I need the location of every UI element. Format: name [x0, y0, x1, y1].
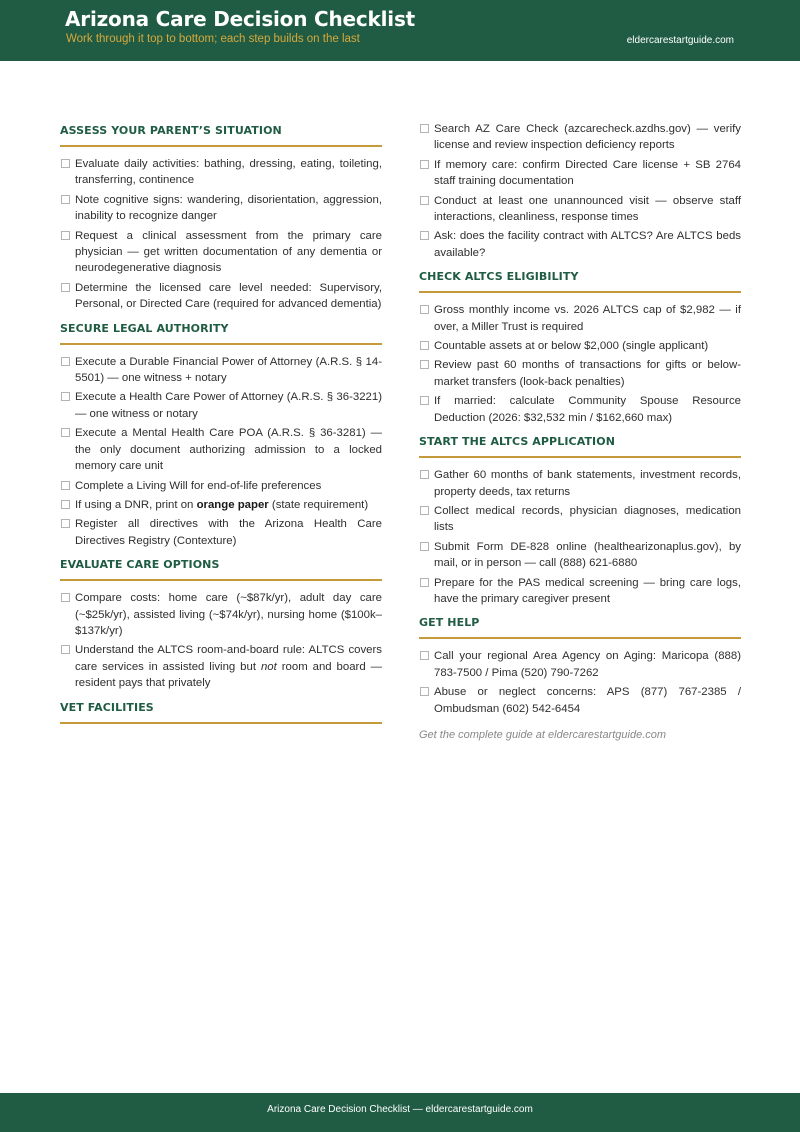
checklist-item — [419, 121, 741, 154]
section-title: ASSESS YOUR PARENT’S SITUATION — [60, 124, 382, 147]
checklist-item — [60, 389, 382, 422]
checkbox[interactable] — [420, 231, 429, 240]
item-text: Determine the licensed care level needed: Supervisory, Personal, or Directed Care (required for advanced dementia) — [75, 281, 382, 311]
section-vet — [60, 701, 382, 724]
checkbox[interactable] — [61, 500, 70, 509]
item-text: Abuse or neglect concerns: APS (877) 767-2385 / Ombudsman (602) 542-6454 — [434, 686, 741, 715]
section-title: EVALUATE CARE OPTIONS — [60, 558, 382, 581]
item-text-rule-before: Understand the ALTCS room-and-board rule: ALTCS covers care services in assisted living but — [75, 644, 382, 673]
checkbox[interactable] — [61, 593, 70, 602]
section-title: SECURE LEGAL AUTHORITY — [60, 322, 382, 345]
item-text: Execute a Mental Health Care POA (A.R.S. § 36-3281) — the only document authorizing admission to a locked memory care unit — [75, 427, 382, 473]
section-title: START THE ALTCS APPLICATION — [419, 435, 741, 458]
checklist — [60, 590, 382, 691]
checkbox[interactable] — [420, 160, 429, 169]
section-evaluate — [60, 558, 382, 691]
item-text: If memory care: confirm Directed Care license + SB 2764 staff training documentation — [434, 158, 741, 188]
item-text: Collect medical records, physician diagnoses, medication lists — [434, 504, 741, 534]
checklist-item — [419, 684, 741, 717]
checklist-item — [419, 228, 741, 261]
item-text: Submit Form DE-828 online (healthearizonaplus.gov), by mail, or in person — call (888) 621-6880 — [434, 540, 741, 570]
item-text-dnr-after: (state requirement) — [268, 498, 369, 511]
item-text: Gross monthly income vs. 2026 ALTCS cap of $2,982 — if over, a Miller Trust is required — [434, 304, 741, 333]
item-text-dnr-highlight: orange paper — [196, 498, 269, 511]
item-text-rule-after: room and board — resident pays that privately — [75, 660, 382, 690]
section-legal — [60, 322, 382, 549]
checkbox[interactable] — [61, 231, 70, 240]
page-header — [0, 0, 800, 61]
item-text: Complete a Living Will for end-of-life preferences — [75, 479, 322, 492]
checkbox[interactable] — [420, 305, 429, 314]
checklist-item — [60, 192, 382, 225]
checklist-item — [60, 280, 382, 313]
checklist-item — [419, 539, 741, 572]
item-text: Register all directives with the Arizona Health Care Directives Registry (Contexture) — [75, 518, 382, 547]
item-text: Call your regional Area Agency on Aging: Maricopa (888) 783-7500 / Pima (520) 790-7262 — [434, 650, 741, 679]
left-column — [60, 118, 382, 733]
item-text: Compare costs: home care (~$87k/yr), adult day care (~$25k/yr), assisted living (~$74k/yr), nursing home ($100k–$137k/yr) — [75, 592, 382, 637]
checklist — [419, 467, 741, 607]
checkbox[interactable] — [420, 470, 429, 479]
checkbox[interactable] — [420, 396, 429, 405]
section-assess — [60, 124, 382, 313]
item-text: Conduct at least one unannounced visit — observe staff interactions, cleanliness, response times — [434, 194, 741, 224]
checkbox[interactable] — [420, 196, 429, 205]
checklist-item — [419, 357, 741, 390]
checkbox[interactable] — [61, 392, 70, 401]
page-footer — [0, 1093, 800, 1132]
checkbox[interactable] — [61, 283, 70, 292]
checklist-item — [419, 193, 741, 226]
checklist-item — [419, 648, 741, 681]
section-eligibility — [419, 270, 741, 426]
site-link[interactable]: eldercarestartguide.com — [626, 35, 734, 46]
item-text: Gather 60 months of bank statements, investment records, property deeds, tax returns — [434, 469, 741, 498]
section-help — [419, 616, 741, 717]
page-title: Arizona Care Decision Checklist — [65, 7, 416, 31]
checklist-item — [60, 516, 382, 549]
section-title: VET FACILITIES — [60, 701, 382, 724]
item-text: Countable assets at or below $2,000 (single applicant) — [434, 340, 709, 353]
checklist — [419, 302, 741, 426]
checkbox[interactable] — [420, 578, 429, 587]
checkbox[interactable] — [61, 519, 70, 528]
checklist-item — [60, 156, 382, 189]
checkbox[interactable] — [61, 357, 70, 366]
section-title: GET HELP — [419, 616, 741, 639]
item-text: Review past 60 months of transactions for gifts or below-market transfers (look-back penalties) — [434, 359, 741, 388]
checklist-item — [419, 575, 741, 608]
checklist-item — [60, 478, 382, 494]
item-text: If married: calculate Community Spouse Resource Deduction (2026: $32,532 min / $162,660 max) — [434, 395, 741, 424]
checkbox[interactable] — [61, 195, 70, 204]
checkbox[interactable] — [61, 481, 70, 490]
item-text: Execute a Durable Financial Power of Attorney (A.R.S. § 14-5501) — one witness + notary — [75, 355, 382, 385]
right-column — [419, 121, 741, 741]
section-application — [419, 435, 741, 607]
checklist-item — [419, 393, 741, 426]
item-text-dnr-before: If using a DNR, print on — [75, 498, 197, 511]
checklist-item — [60, 228, 382, 277]
checkbox[interactable] — [420, 124, 429, 133]
footer-text: Arizona Care Decision Checklist — eldercarestartguide.com — [267, 1104, 533, 1115]
checklist-item — [419, 503, 741, 536]
checkbox[interactable] — [420, 687, 429, 696]
item-text: Execute a Health Care Power of Attorney (A.R.S. § 36-3221) — one witness or notary — [75, 391, 382, 420]
checkbox[interactable] — [420, 360, 429, 369]
checklist-item — [419, 157, 741, 190]
item-text: Prepare for the PAS medical screening — bring care logs, have the primary caregiver present — [434, 576, 741, 605]
checklist-item — [60, 642, 382, 691]
item-text: Note cognitive signs: wandering, disorientation, aggression, inability to recognize danger — [75, 193, 382, 223]
checkbox[interactable] — [61, 428, 70, 437]
item-text: Ask: does the facility contract with ALTCS? Are ALTCS beds available? — [434, 230, 741, 259]
checklist-item — [419, 302, 741, 335]
item-text: Request a clinical assessment from the primary care physician — get written documentation of any dementia or neurodegenerative diagnosis — [75, 229, 382, 275]
checklist-item — [60, 497, 382, 513]
checkbox[interactable] — [61, 159, 70, 168]
section-title: CHECK ALTCS ELIGIBILITY — [419, 270, 741, 293]
checkbox[interactable] — [420, 542, 429, 551]
checklist-item — [60, 425, 382, 474]
checklist — [60, 156, 382, 313]
checklist-item — [419, 467, 741, 500]
checkbox[interactable] — [420, 651, 429, 660]
checklist — [419, 648, 741, 717]
item-text: Search AZ Care Check (azcarecheck.azdhs.gov) — verify license and review inspection deficiency reports — [434, 123, 741, 152]
checklist-item — [60, 354, 382, 387]
closing-note: Get the complete guide at eldercarestartguide.com — [419, 728, 667, 741]
checklist — [60, 354, 382, 549]
page-subtitle: Work through it top to bottom; each step builds on the last — [66, 33, 360, 45]
checkbox[interactable] — [420, 506, 429, 515]
item-text-rule-emphasis: not — [260, 660, 277, 673]
checkbox[interactable] — [61, 645, 70, 654]
checkbox[interactable] — [420, 341, 429, 350]
checklist-item — [419, 338, 741, 354]
item-text: Evaluate daily activities: bathing, dressing, eating, toileting, transferring, continence — [75, 158, 382, 187]
checklist-item — [60, 590, 382, 639]
checklist — [419, 121, 741, 261]
